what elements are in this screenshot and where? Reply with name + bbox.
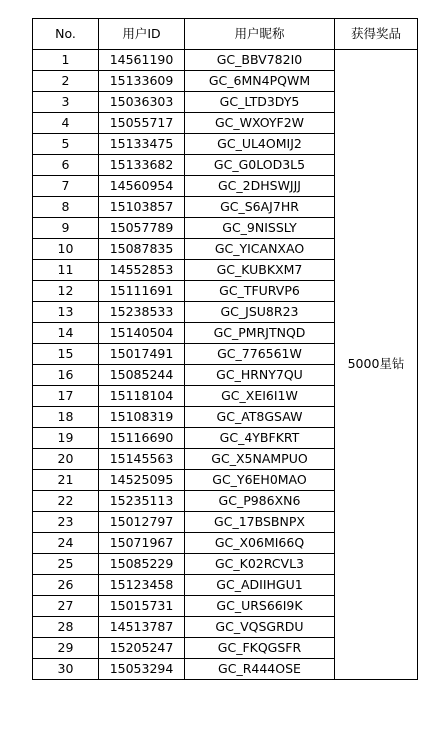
nickname-cell: GC_X5NAMPUO — [185, 449, 335, 470]
row-no-cell: 3 — [33, 92, 99, 113]
row-no-cell: 7 — [33, 176, 99, 197]
nickname-cell: GC_TFURVP6 — [185, 281, 335, 302]
user-id-cell: 15087835 — [99, 239, 185, 260]
row-no-cell: 17 — [33, 386, 99, 407]
user-id-cell: 15133609 — [99, 71, 185, 92]
user-id-cell: 15205247 — [99, 638, 185, 659]
row-no-cell: 30 — [33, 659, 99, 680]
row-no-cell: 11 — [33, 260, 99, 281]
user-id-cell: 15118104 — [99, 386, 185, 407]
row-no-cell: 4 — [33, 113, 99, 134]
row-no-cell: 8 — [33, 197, 99, 218]
row-no-cell: 5 — [33, 134, 99, 155]
nickname-cell: GC_4YBFKRT — [185, 428, 335, 449]
nickname-cell: GC_G0LOD3L5 — [185, 155, 335, 176]
nickname-cell: GC_BBV782I0 — [185, 50, 335, 71]
row-no-cell: 15 — [33, 344, 99, 365]
user-id-cell: 14552853 — [99, 260, 185, 281]
header-user-id: 用户ID — [99, 19, 185, 50]
row-no-cell: 23 — [33, 512, 99, 533]
nickname-cell: GC_UL4OMIJ2 — [185, 134, 335, 155]
header-row — [33, 19, 418, 50]
nickname-cell: GC_R444OSE — [185, 659, 335, 680]
nickname-cell: GC_URS66I9K — [185, 596, 335, 617]
user-id-cell: 15140504 — [99, 323, 185, 344]
nickname-cell: GC_2DHSWJJJ — [185, 176, 335, 197]
user-id-cell: 15053294 — [99, 659, 185, 680]
table-body — [33, 50, 418, 680]
row-no-cell: 29 — [33, 638, 99, 659]
nickname-cell: GC_HRNY7QU — [185, 365, 335, 386]
header-nickname: 用户昵称 — [185, 19, 335, 50]
header-prize: 获得奖品 — [335, 19, 418, 50]
prize-cell: 5000星钻 — [335, 50, 418, 680]
user-id-cell: 15145563 — [99, 449, 185, 470]
row-no-cell: 26 — [33, 575, 99, 596]
row-no-cell: 21 — [33, 470, 99, 491]
user-id-cell: 15057789 — [99, 218, 185, 239]
nickname-cell: GC_XEI6I1W — [185, 386, 335, 407]
user-id-cell: 14525095 — [99, 470, 185, 491]
table-row — [33, 50, 418, 71]
user-id-cell: 15036303 — [99, 92, 185, 113]
user-id-cell: 14513787 — [99, 617, 185, 638]
nickname-cell: GC_Y6EH0MAO — [185, 470, 335, 491]
row-no-cell: 2 — [33, 71, 99, 92]
user-id-cell: 15055717 — [99, 113, 185, 134]
row-no-cell: 19 — [33, 428, 99, 449]
row-no-cell: 14 — [33, 323, 99, 344]
nickname-cell: GC_JSU8R23 — [185, 302, 335, 323]
row-no-cell: 25 — [33, 554, 99, 575]
nickname-cell: GC_YICANXAO — [185, 239, 335, 260]
user-id-cell: 15133475 — [99, 134, 185, 155]
user-id-cell: 15238533 — [99, 302, 185, 323]
nickname-cell: GC_X06MI66Q — [185, 533, 335, 554]
user-id-cell: 15071967 — [99, 533, 185, 554]
user-id-cell: 14560954 — [99, 176, 185, 197]
row-no-cell: 27 — [33, 596, 99, 617]
row-no-cell: 1 — [33, 50, 99, 71]
nickname-cell: GC_6MN4PQWM — [185, 71, 335, 92]
nickname-cell: GC_9NISSLY — [185, 218, 335, 239]
row-no-cell: 9 — [33, 218, 99, 239]
winners-table — [32, 18, 418, 680]
user-id-cell: 14561190 — [99, 50, 185, 71]
nickname-cell: GC_S6AJ7HR — [185, 197, 335, 218]
row-no-cell: 10 — [33, 239, 99, 260]
user-id-cell: 15123458 — [99, 575, 185, 596]
user-id-cell: 15111691 — [99, 281, 185, 302]
row-no-cell: 28 — [33, 617, 99, 638]
user-id-cell: 15235113 — [99, 491, 185, 512]
user-id-cell: 15012797 — [99, 512, 185, 533]
user-id-cell: 15133682 — [99, 155, 185, 176]
row-no-cell: 24 — [33, 533, 99, 554]
row-no-cell: 12 — [33, 281, 99, 302]
nickname-cell: GC_LTD3DY5 — [185, 92, 335, 113]
row-no-cell: 20 — [33, 449, 99, 470]
nickname-cell: GC_VQSGRDU — [185, 617, 335, 638]
nickname-cell: GC_776561W — [185, 344, 335, 365]
user-id-cell: 15085244 — [99, 365, 185, 386]
nickname-cell: GC_KUBKXM7 — [185, 260, 335, 281]
nickname-cell: GC_WXOYF2W — [185, 113, 335, 134]
nickname-cell: GC_P986XN6 — [185, 491, 335, 512]
row-no-cell: 22 — [33, 491, 99, 512]
user-id-cell: 15108319 — [99, 407, 185, 428]
nickname-cell: GC_K02RCVL3 — [185, 554, 335, 575]
user-id-cell: 15017491 — [99, 344, 185, 365]
user-id-cell: 15085229 — [99, 554, 185, 575]
user-id-cell: 15116690 — [99, 428, 185, 449]
row-no-cell: 18 — [33, 407, 99, 428]
header-no: No. — [33, 19, 99, 50]
row-no-cell: 13 — [33, 302, 99, 323]
nickname-cell: GC_ADIIHGU1 — [185, 575, 335, 596]
nickname-cell: GC_PMRJTNQD — [185, 323, 335, 344]
nickname-cell: GC_AT8GSAW — [185, 407, 335, 428]
user-id-cell: 15015731 — [99, 596, 185, 617]
nickname-cell: GC_FKQGSFR — [185, 638, 335, 659]
user-id-cell: 15103857 — [99, 197, 185, 218]
row-no-cell: 6 — [33, 155, 99, 176]
row-no-cell: 16 — [33, 365, 99, 386]
nickname-cell: GC_17BSBNPX — [185, 512, 335, 533]
